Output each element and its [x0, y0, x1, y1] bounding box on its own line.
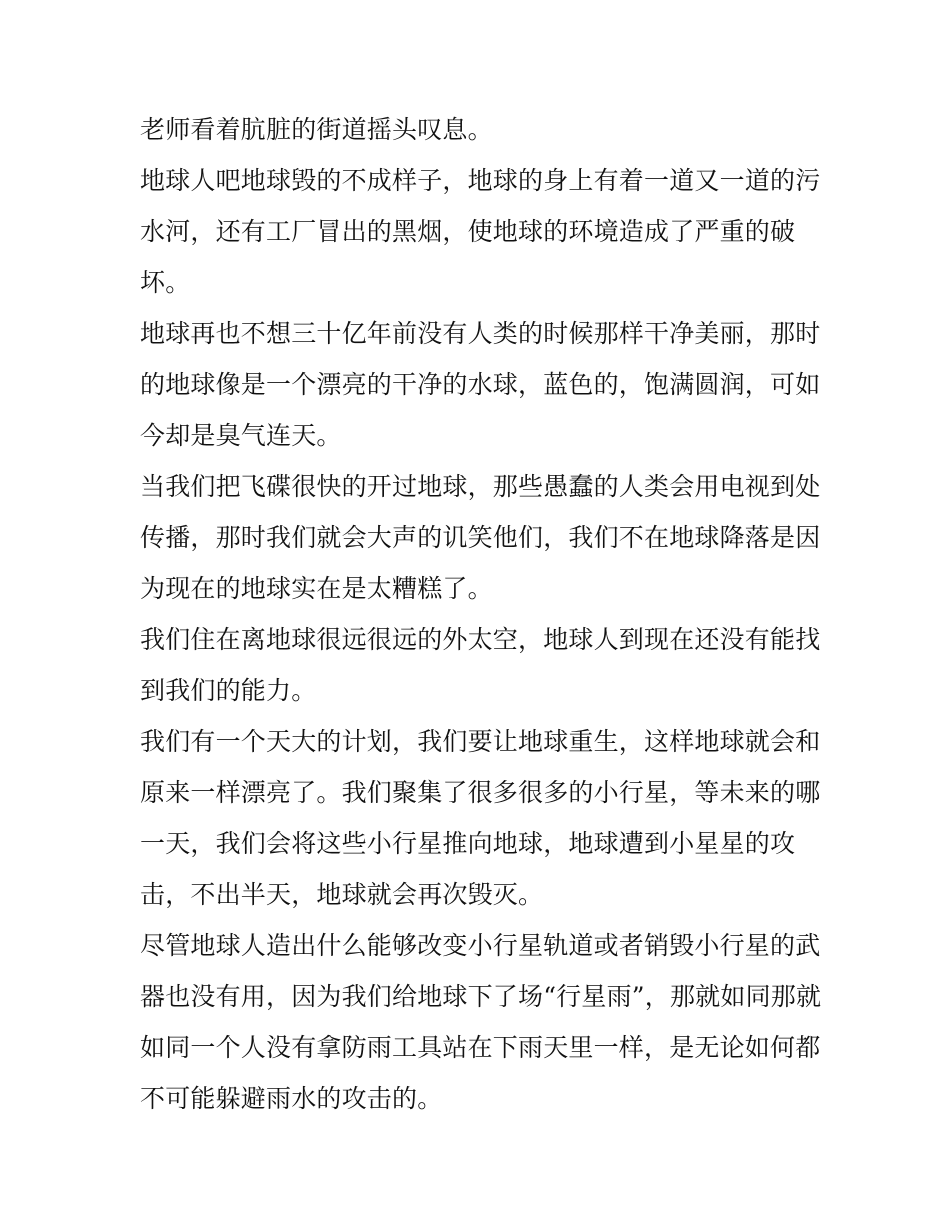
- text-line: 到我们的能力。: [140, 676, 317, 705]
- text-line: 原来一样漂亮了。我们聚集了很多很多的小行星，等未来的哪: [140, 778, 821, 807]
- text-line: 击，不出半天，地球就会再次毁灭。: [140, 880, 544, 909]
- text-line: 今却是臭气连天。: [140, 421, 342, 450]
- text-line: 尽管地球人造出什么能够改变小行星轨道或者销毁小行星的武: [140, 931, 821, 960]
- text-line: 当我们把飞碟很快的开过地球，那些愚蠢的人类会用电视到处: [140, 472, 821, 501]
- text-line: 如同一个人没有拿防雨工具站在下雨天里一样，是无论如何都: [140, 1033, 821, 1062]
- text-line: 坏。: [140, 268, 191, 297]
- text-line: 水河，还有工厂冒出的黑烟，使地球的环境造成了严重的破: [140, 217, 796, 246]
- text-line: 传播，那时我们就会大声的讥笑他们，我们不在地球降落是因: [140, 523, 821, 552]
- document-body: [140, 104, 822, 1124]
- text-line: 地球人吧地球毁的不成样子，地球的身上有着一道又一道的污: [140, 166, 821, 195]
- text-line: 不可能躲避雨水的攻击的。: [140, 1084, 443, 1113]
- text-line: 地球再也不想三十亿年前没有人类的时候那样干净美丽，那时: [140, 319, 821, 348]
- text-line: 的地球像是一个漂亮的干净的水球，蓝色的，饱满圆润，可如: [140, 370, 821, 399]
- text-line: 为现在的地球实在是太糟糕了。: [140, 574, 493, 603]
- text-line: 器也没有用，因为我们给地球下了场“行星雨”，那就如同那就: [140, 982, 822, 1011]
- text-line: 一天，我们会将这些小行星推向地球，地球遭到小星星的攻: [140, 829, 796, 858]
- text-line: 我们住在离地球很远很远的外太空，地球人到现在还没有能找: [140, 625, 821, 654]
- text-line: 老师看着肮脏的街道摇头叹息。: [140, 115, 493, 144]
- text-line: 我们有一个天大的计划，我们要让地球重生，这样地球就会和: [140, 727, 821, 756]
